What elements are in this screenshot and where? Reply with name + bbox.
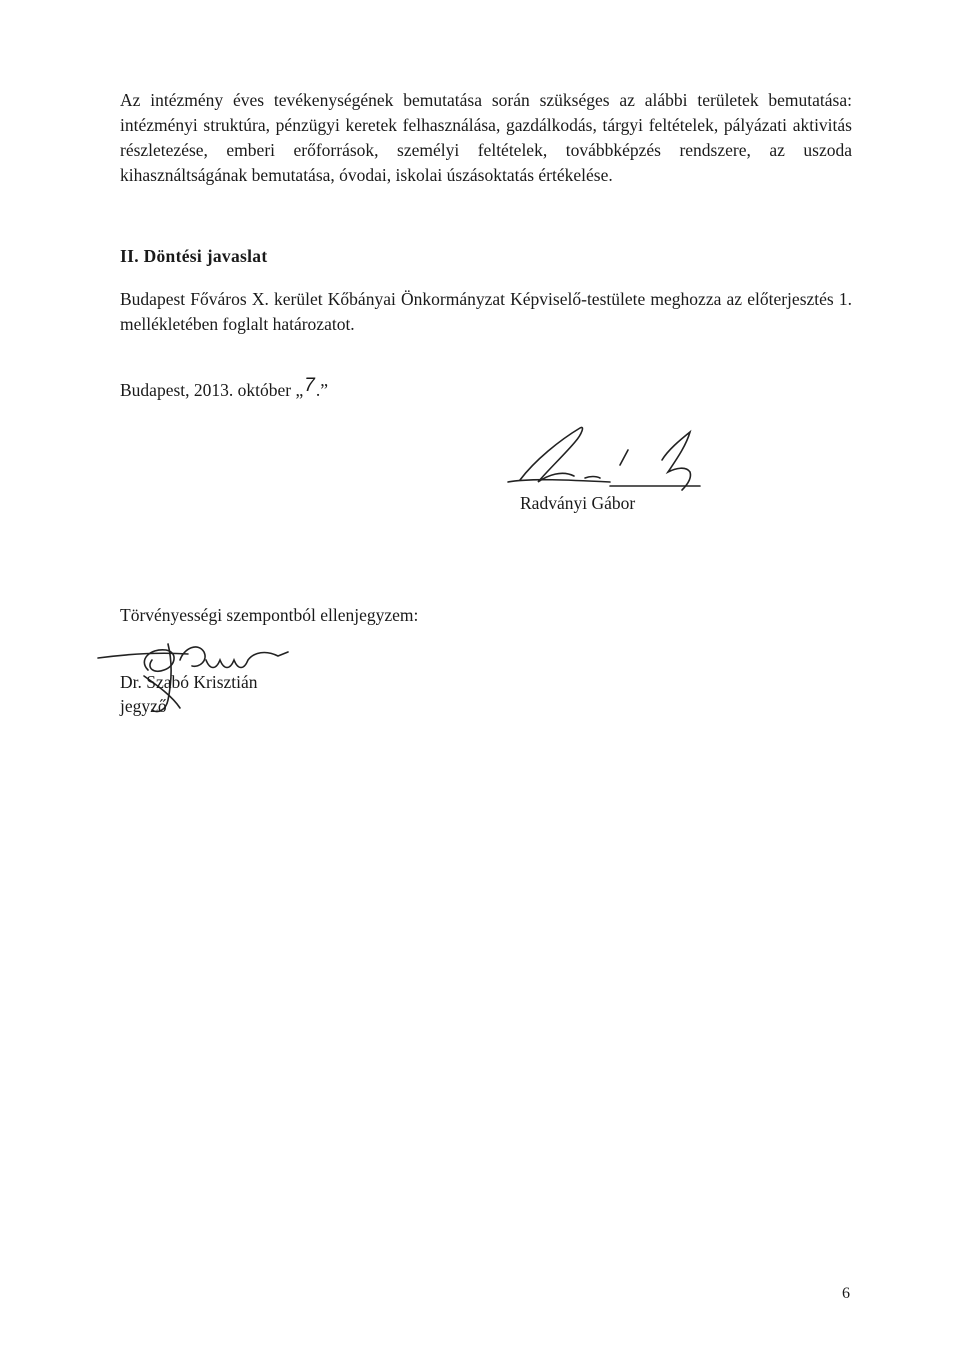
- decision-paragraph: Budapest Főváros X. kerület Kőbányai Önkormányzat Képviselő-testülete meghozza az előterjesztés 1. mellékletében foglalt határozatot.: [120, 289, 852, 334]
- intro-paragraph: Az intézmény éves tevékenységének bemutatása során szükséges az alábbi területek bemutatása: intézményi struktúra, pénzügyi keretek felhasználása, gazdálkodás, tárgyi feltételek, pályázati aktivitás részletezése, emberi erőforrások, személyi feltételek, továbbképzés rendszere, az uszoda kihasználtságának bemutatása, óvodai, iskolai úszásoktatás értékelése.: [120, 90, 852, 185]
- notary-name: Dr. Szabó Krisztián: [120, 672, 258, 692]
- date-line: [120, 375, 328, 402]
- date-prefix: Budapest, 2013. október „: [120, 380, 304, 400]
- date-day-handwritten: 7: [304, 375, 315, 396]
- section-heading: II. Döntési javaslat: [120, 246, 268, 266]
- notary-role: jegyző: [120, 696, 167, 716]
- date-suffix: .”: [315, 380, 328, 400]
- legal-review-title: Törvényességi szempontból ellenjegyzem:: [120, 605, 419, 625]
- signature-radvanyi: [490, 420, 720, 500]
- page-number: 6: [842, 1285, 850, 1302]
- signer-name: Radványi Gábor: [520, 493, 636, 513]
